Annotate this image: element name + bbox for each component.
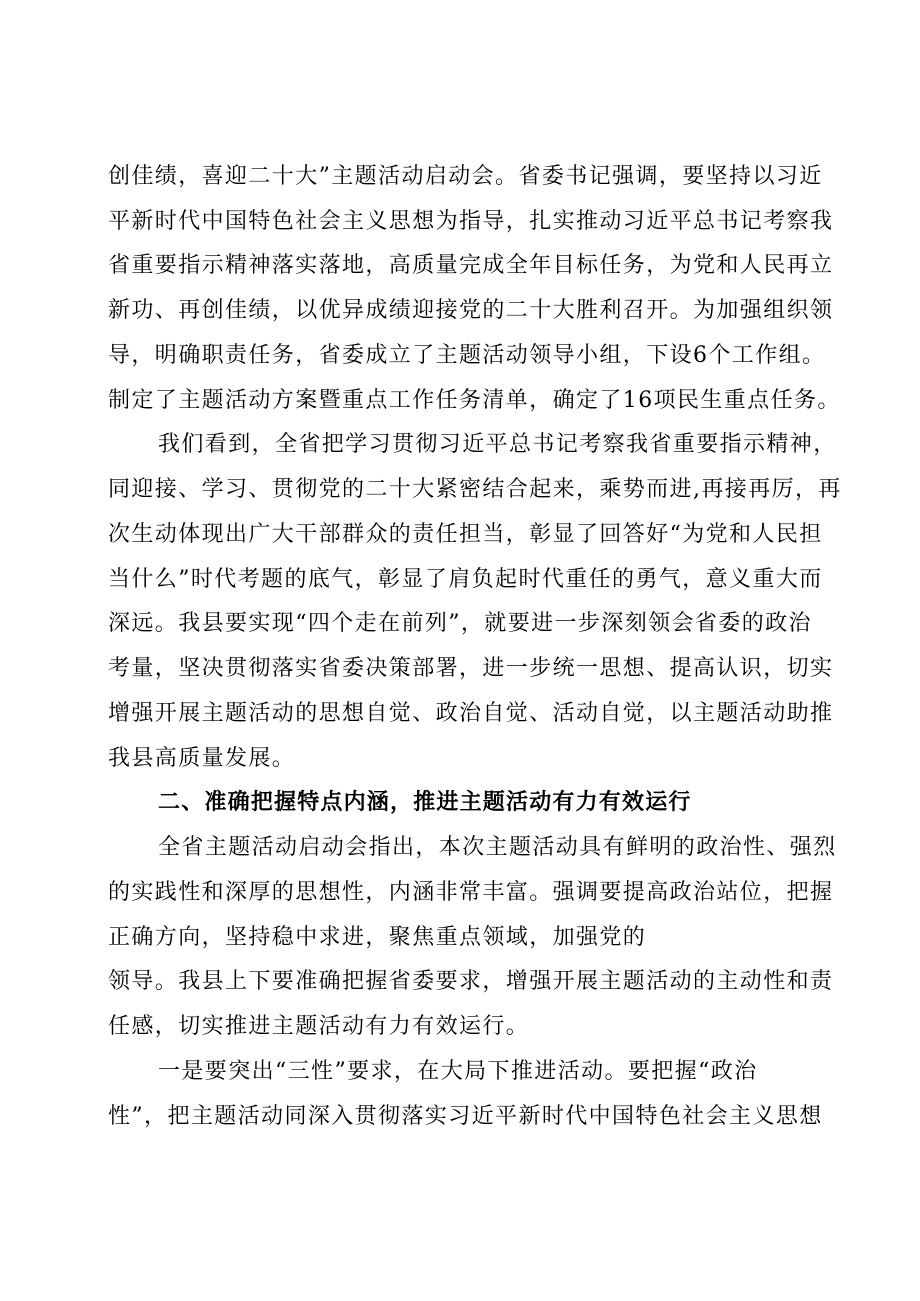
body-text-line: 任感，切实推进主题活动有力有效运行。 bbox=[108, 1014, 530, 1039]
body-text-line: 导，明确职责任务，省委成立了主题活动领导小组，下设6个工作组。 bbox=[108, 343, 826, 368]
body-text-line: 正确方向，坚持稳中求进，聚焦重点领域，加强党的 bbox=[108, 925, 647, 950]
body-text-line: 领导。我县上下要准确把握省委要求，增强开展主题活动的主动性和责 bbox=[108, 969, 834, 994]
paragraph-first-line: 全省主题活动启动会指出，本次主题活动具有鲜明的政治性、强烈 bbox=[158, 835, 837, 860]
body-text-line: 性”，把主题活动同深入贯彻落实习近平新时代中国特色社会主义思想 bbox=[108, 1104, 823, 1129]
body-text-line: 的实践性和深厚的思想性，内涵非常丰富。强调要提高政治站位，把握 bbox=[108, 880, 834, 905]
paragraph-first-line: 一是要突出“三性”要求，在大局下推进活动。要把握“政治 bbox=[158, 1059, 758, 1084]
body-text-line: 同迎接、学习、贯彻党的二十大紧密结合起来，乘势而进,再接再厉，再 bbox=[108, 477, 842, 502]
body-text-line: 我县高质量发展。 bbox=[108, 746, 296, 771]
body-text-line: 增强开展主题活动的思想自觉、政治自觉、活动自觉，以主题活动助推 bbox=[108, 701, 834, 726]
body-text-line: 当什么”时代考题的底气，彰显了肩负起时代重任的勇气，意义重大而 bbox=[108, 567, 823, 592]
body-text-line: 次生动体现出广大干部群众的责任担当，彰显了回答好“为党和人民担 bbox=[108, 522, 823, 547]
section-heading: 二、准确把握特点内涵，推进主题活动有力有效运行 bbox=[158, 790, 692, 815]
body-text-line: 创佳绩，喜迎二十大”主题活动启动会。省委书记强调，要坚持以习近 bbox=[108, 164, 823, 189]
body-text-line: 新功、再创佳绩，以优异成绩迎接党的二十大胜利召开。为加强组织领 bbox=[108, 298, 834, 323]
paragraph-first-line: 我们看到，全省把学习贯彻习近平总书记考察我省重要指示精神， bbox=[158, 432, 837, 457]
body-text-line: 深远。我县要实现“四个走在前列”，就要进一步深刻领会省委的政治 bbox=[108, 611, 812, 636]
body-text-line: 省重要指示精神落实落地，高质量完成全年目标任务，为党和人民再立 bbox=[108, 253, 834, 278]
body-text-line: 平新时代中国特色社会主义思想为指导，扎实推动习近平总书记考察我 bbox=[108, 209, 834, 234]
body-text-line: 考量，坚决贯彻落实省委决策部署，进一步统一思想、提高认识，切实 bbox=[108, 656, 834, 681]
body-text-line: 制定了主题活动方案暨重点工作任务清单，确定了16项民生重点任务。 bbox=[108, 388, 841, 413]
